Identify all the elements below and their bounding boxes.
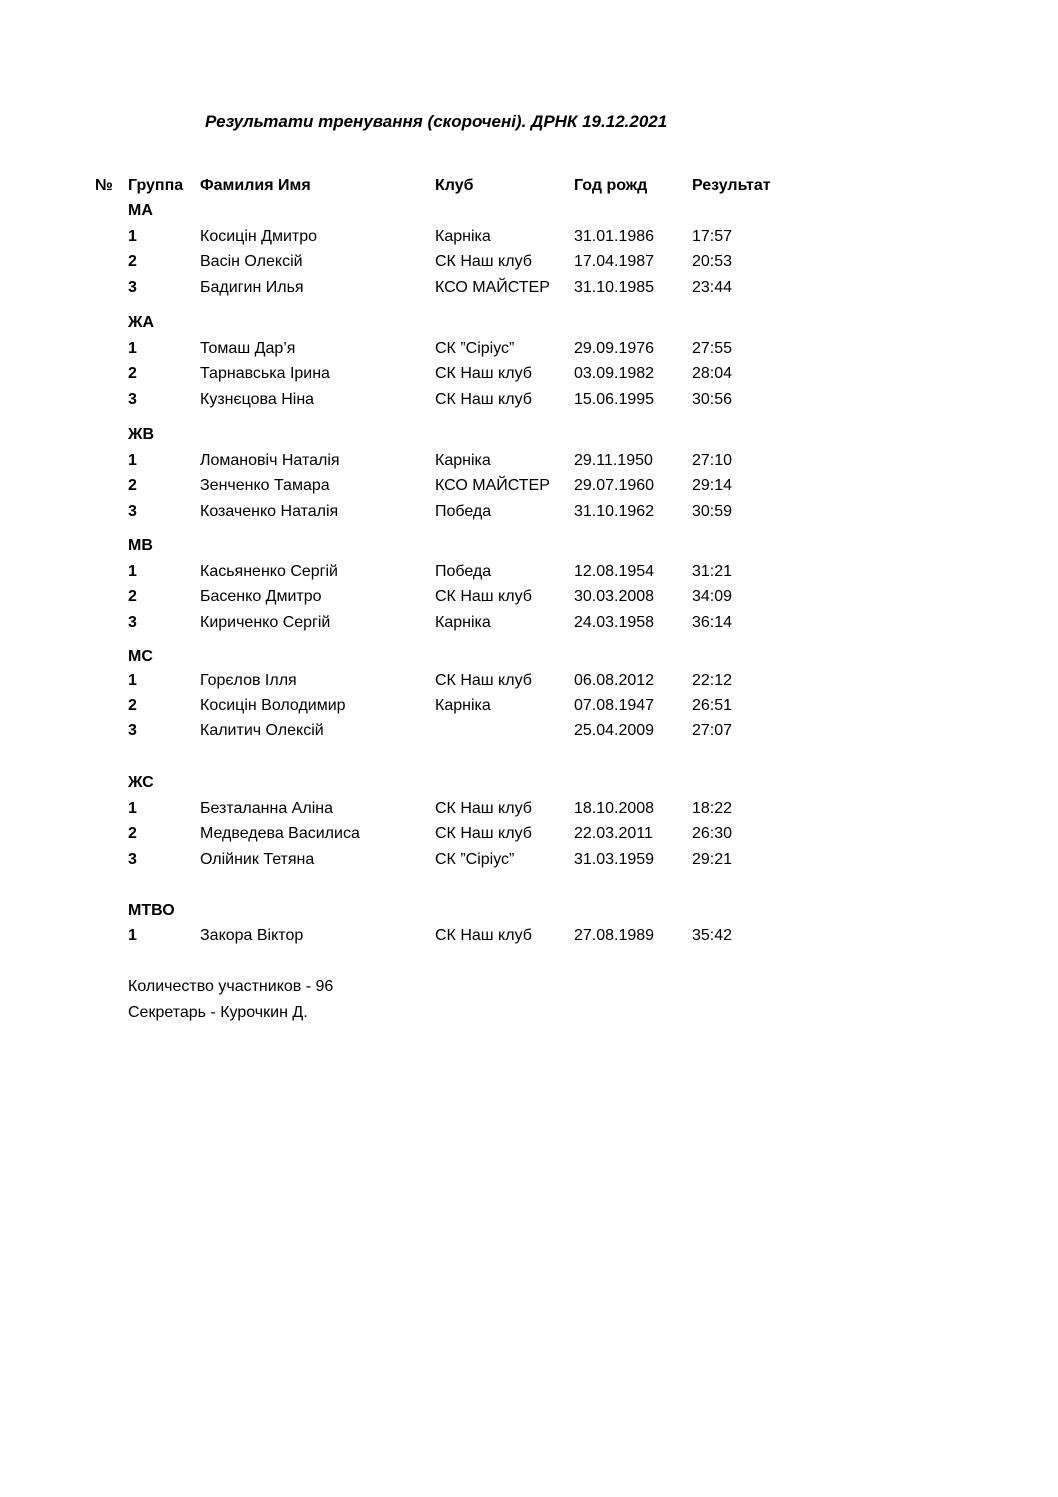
result-cell: 23:44 [692, 279, 733, 296]
name-cell: Калитич Олексій [200, 722, 324, 739]
birth-date-cell: 24.03.1958 [574, 614, 655, 631]
place-cell: 3 [128, 722, 137, 739]
table-row [0, 340, 1058, 362]
birth-date-cell: 27.08.1989 [574, 927, 655, 944]
table-row [0, 614, 1058, 636]
place-cell: 2 [128, 697, 137, 714]
table-row [0, 391, 1058, 413]
table-row [0, 927, 1058, 949]
result-cell: 20:53 [692, 253, 733, 270]
club-cell: КСО МАЙСТЕР [435, 279, 550, 296]
result-cell: 35:42 [692, 927, 733, 944]
club-cell: Карніка [435, 697, 491, 714]
birth-date-cell: 07.08.1947 [574, 697, 655, 714]
club-cell: СК Наш клуб [435, 672, 532, 689]
group-label: МТВО [128, 902, 175, 919]
club-cell: Победа [435, 503, 492, 520]
place-cell: 1 [128, 672, 137, 689]
place-cell: 3 [128, 391, 137, 408]
birth-date-cell: 15.06.1995 [574, 391, 655, 408]
name-cell: Медведева Василиса [200, 825, 360, 842]
name-cell: Закора Віктор [200, 927, 304, 944]
group-label: ЖВ [128, 426, 155, 443]
participants-count: Количество участников - 96 [128, 978, 334, 995]
birth-date-cell: 12.08.1954 [574, 563, 655, 580]
place-cell: 1 [128, 452, 137, 469]
place-cell: 2 [128, 588, 137, 605]
name-cell: Горєлов Ілля [200, 672, 297, 689]
birth-date-cell: 31.10.1962 [574, 503, 655, 520]
result-cell: 29:21 [692, 851, 733, 868]
birth-date-cell: 18.10.2008 [574, 800, 655, 817]
birth-date-cell: 29.07.1960 [574, 477, 655, 494]
club-cell: КСО МАЙСТЕР [435, 477, 550, 494]
birth-date-cell: 22.03.2011 [574, 825, 653, 842]
birth-date-cell: 25.04.2009 [574, 722, 655, 739]
name-cell: Безталанна Аліна [200, 800, 333, 817]
name-cell: Косицін Володимир [200, 697, 346, 714]
name-cell: Косицін Дмитро [200, 228, 318, 245]
name-cell: Басенко Дмитро [200, 588, 322, 605]
place-cell: 1 [128, 927, 137, 944]
table-row [0, 722, 1058, 744]
header-club: Клуб [435, 177, 474, 194]
table-row [0, 851, 1058, 873]
place-cell: 3 [128, 851, 137, 868]
name-cell: Бадигин Илья [200, 279, 304, 296]
place-cell: 3 [128, 279, 137, 296]
result-cell: 27:55 [692, 340, 733, 357]
club-cell: СК Наш клуб [435, 253, 532, 270]
name-cell: Томаш Дар’я [200, 340, 296, 357]
birth-date-cell: 31.01.1986 [574, 228, 655, 245]
club-cell: СК ”Сіріус” [435, 340, 515, 357]
club-cell: Победа [435, 563, 492, 580]
table-row [0, 697, 1058, 719]
result-cell: 28:04 [692, 365, 733, 382]
birth-date-cell: 06.08.2012 [574, 672, 655, 689]
place-cell: 1 [128, 800, 137, 817]
group-label: МВ [128, 537, 153, 554]
birth-date-cell: 03.09.1982 [574, 365, 655, 382]
place-cell: 1 [128, 340, 137, 357]
birth-date-cell: 29.09.1976 [574, 340, 655, 357]
birth-date-cell: 17.04.1987 [574, 253, 655, 270]
place-cell: 2 [128, 253, 137, 270]
result-cell: 29:14 [692, 477, 733, 494]
place-cell: 2 [128, 365, 137, 382]
club-cell: СК Наш клуб [435, 391, 532, 408]
table-row [0, 279, 1058, 301]
name-cell: Касьяненко Сергій [200, 563, 338, 580]
result-cell: 26:30 [692, 825, 733, 842]
club-cell: Карніка [435, 452, 491, 469]
result-cell: 27:07 [692, 722, 733, 739]
name-cell: Ломановіч Наталія [200, 452, 340, 469]
header-result: Результат [692, 177, 771, 194]
header-num: № [95, 177, 113, 194]
birth-date-cell: 31.10.1985 [574, 279, 655, 296]
place-cell: 2 [128, 825, 137, 842]
name-cell: Кузнєцова Ніна [200, 391, 315, 408]
table-row [0, 365, 1058, 387]
place-cell: 2 [128, 477, 137, 494]
place-cell: 1 [128, 228, 137, 245]
name-cell: Олійник Тетяна [200, 851, 315, 868]
result-cell: 27:10 [692, 452, 733, 469]
name-cell: Зенченко Тамара [200, 477, 330, 494]
result-cell: 18:22 [692, 800, 733, 817]
group-label: ЖА [128, 314, 155, 331]
table-row [0, 672, 1058, 694]
table-row [0, 253, 1058, 275]
group-label: МА [128, 202, 153, 219]
table-row [0, 452, 1058, 474]
name-cell: Козаченко Наталія [200, 503, 339, 520]
document-title: Результати тренування (скорочені). ДРНК 19.12.2021 [205, 112, 668, 131]
name-cell: Васін Олексій [200, 253, 303, 270]
place-cell: 3 [128, 614, 137, 631]
club-cell: Карніка [435, 228, 491, 245]
place-cell: 1 [128, 563, 137, 580]
result-cell: 36:14 [692, 614, 733, 631]
club-cell: СК Наш клуб [435, 365, 532, 382]
result-cell: 30:56 [692, 391, 733, 408]
result-cell: 31:21 [692, 563, 733, 580]
name-cell: Тарнавська Ірина [200, 365, 330, 382]
header-year: Год рожд [574, 177, 648, 194]
name-cell: Кириченко Сергій [200, 614, 331, 631]
birth-date-cell: 30.03.2008 [574, 588, 655, 605]
club-cell: СК Наш клуб [435, 588, 532, 605]
table-row [0, 563, 1058, 585]
header-group: Группа [128, 177, 184, 194]
result-cell: 22:12 [692, 672, 733, 689]
birth-date-cell: 31.03.1959 [574, 851, 655, 868]
header-name: Фамилия Имя [200, 177, 311, 194]
club-cell: Карніка [435, 614, 491, 631]
group-label: ЖС [128, 774, 154, 791]
club-cell: СК Наш клуб [435, 927, 532, 944]
birth-date-cell: 29.11.1950 [574, 452, 653, 469]
table-row [0, 228, 1058, 250]
place-cell: 3 [128, 503, 137, 520]
result-cell: 30:59 [692, 503, 733, 520]
group-label: МС [128, 648, 153, 665]
club-cell: СК Наш клуб [435, 800, 532, 817]
table-row [0, 588, 1058, 610]
result-cell: 34:09 [692, 588, 733, 605]
result-cell: 17:57 [692, 228, 733, 245]
table-row [0, 800, 1058, 822]
table-row [0, 825, 1058, 847]
club-cell: СК Наш клуб [435, 825, 532, 842]
secretary-line: Секретарь - Курочкин Д. [128, 1004, 308, 1021]
table-row [0, 477, 1058, 499]
club-cell: СК ”Сіріус” [435, 851, 515, 868]
result-cell: 26:51 [692, 697, 733, 714]
table-row [0, 503, 1058, 525]
